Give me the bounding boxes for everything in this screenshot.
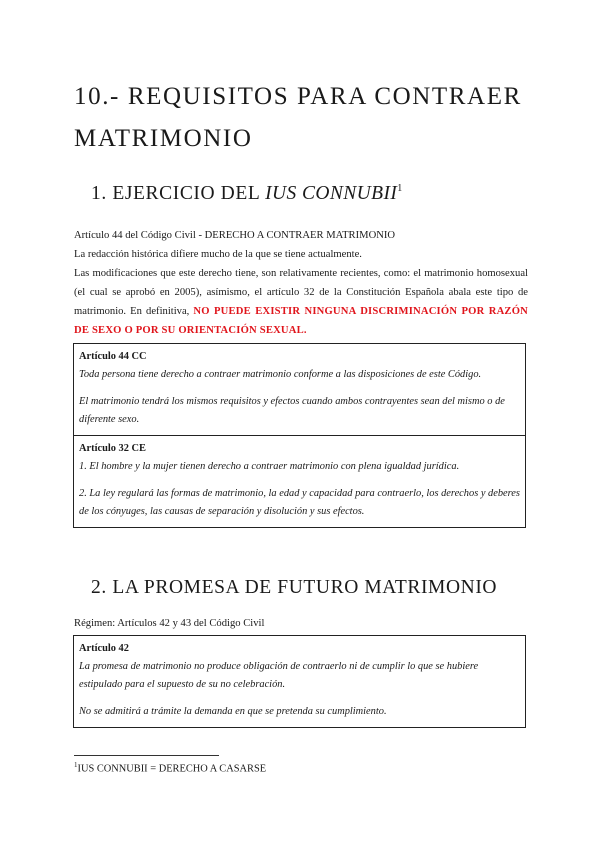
article-paragraph: No se admitirá a trámite la demanda en que se pretenda su cumplimiento.: [79, 706, 387, 717]
section-1-number: 1.: [91, 183, 107, 204]
footnote: [74, 761, 266, 774]
footnote-separator: [74, 755, 219, 756]
section-2-heading: [91, 577, 497, 599]
article-44-cc: [74, 344, 525, 435]
article-title: Artículo 42: [79, 643, 129, 654]
section-1-intro-line-1: Artículo 44 del Código Civil - DERECHO A CONTRAER MATRIMONIO: [74, 230, 396, 241]
article-paragraph: El matrimonio tendrá los mismos requisitos y efectos cuando ambos contrayentes sean del mismo o de diferente sexo.: [79, 396, 505, 425]
section-1-intro-line-2: La redacción histórica difiere mucho de la que se tiene actualmente.: [74, 249, 362, 260]
section-2-number: 2.: [91, 577, 107, 598]
section-1-paragraph: [74, 264, 528, 340]
section-1-heading: [91, 183, 403, 205]
section-1-title-italic: IUS CONNUBII: [265, 183, 398, 204]
article-42: [74, 636, 525, 727]
chapter-heading: 10.- REQUISITOS PARA CONTRAER MATRIMONIO: [74, 83, 522, 152]
section-2-title: LA PROMESA DE FUTURO MATRIMONIO: [112, 577, 498, 598]
footnote-reference: 1: [397, 182, 403, 194]
article-42-box: [73, 635, 526, 728]
article-32-ce: [74, 435, 525, 527]
article-title: Artículo 44 CC: [79, 351, 147, 362]
emphasis-text: NO PUEDE EXISTIR NINGUNA DISCRIMINACIÓN POR RAZÓN DE SEXO O POR SU ORIENTACIÓN SEXUAL.: [74, 306, 528, 336]
paragraph-body: Las modificaciones que este derecho tiene, son relativamente recientes, como: el matrimonio homosexual (el cual se aprobó en 2005), asímismo, el artículo 32 de la Constitución Española abala este tipo de matrimonio. En definitiva,: [74, 268, 528, 317]
article-paragraph: La promesa de matrimonio no produce obligación de contraerlo ni de cumplir lo que se hubiere estipulado para el supuesto de su no celebración.: [79, 661, 479, 690]
footnote-mark: 1: [74, 761, 78, 769]
article-title: Artículo 32 CE: [79, 443, 146, 454]
article-paragraph: 1. El hombre y la mujer tienen derecho a contraer matrimonio con plena igualdad jurídica.: [79, 461, 460, 472]
section-1-title: EJERCICIO DEL: [112, 183, 260, 204]
footnote-text: IUS CONNUBII = DERECHO A CASARSE: [77, 763, 267, 775]
article-paragraph: Toda persona tiene derecho a contraer matrimonio conforme a las disposiciones de este Código.: [79, 369, 482, 380]
article-paragraph: 2. La ley regulará las formas de matrimonio, la edad y capacidad para contraerlo, los derechos y deberes de los cónyuges, las causas de separación y disolución y sus efectos.: [79, 488, 520, 517]
articles-box: [73, 343, 526, 528]
section-2-regimen: Régimen: Artículos 42 y 43 del Código Civil: [74, 618, 265, 629]
